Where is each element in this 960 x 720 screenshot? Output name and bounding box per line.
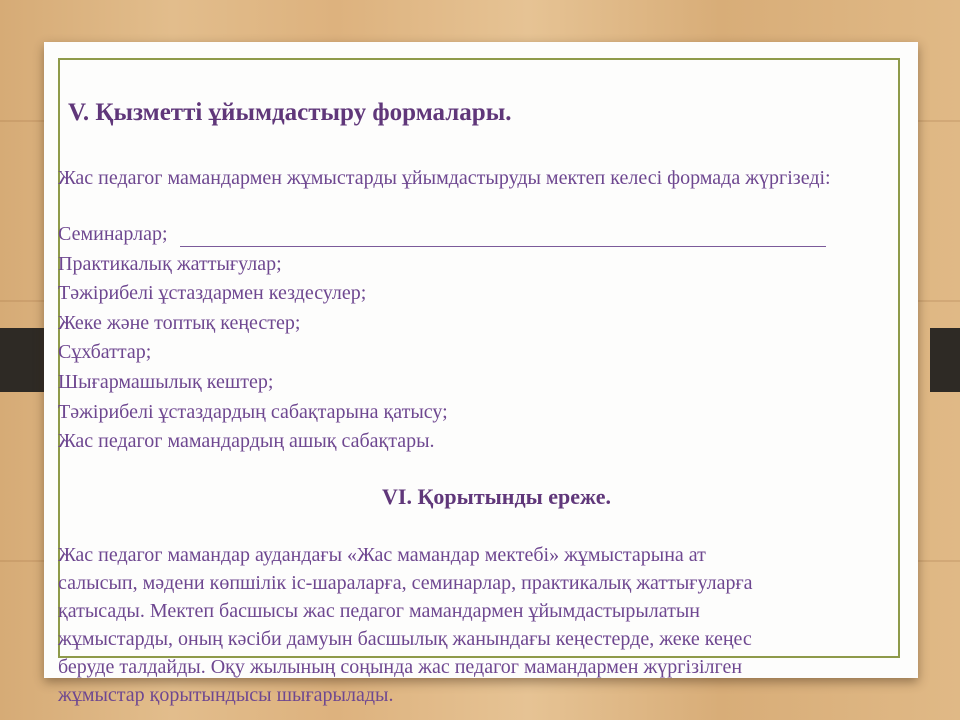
- heading-v: V. Қызметті ұйымдастыру формалары.: [68, 99, 512, 126]
- list-item: Сұхбаттар;: [58, 341, 152, 364]
- list-item: Тәжірибелі ұстаздардың сабақтарына қатысу;: [58, 400, 448, 423]
- intro-paragraph: Жас педагог мамандармен жұмыстарды ұйымдастыруды мектеп келесі формада жүргізеді:: [58, 167, 831, 189]
- conclusion-line: жұмыстарды, оның кәсіби дамуын басшылық жанындағы кеңестерде, жеке кеңес: [58, 628, 752, 650]
- heading-vi: VI. Қорытынды ереже.: [382, 484, 611, 509]
- list-item: Шығармашылық кештер;: [58, 370, 274, 393]
- conclusion-line: жұмыстар қорытындысы шығарылады.: [58, 684, 394, 706]
- left-dark-band: [0, 328, 44, 392]
- conclusion-line: беруде талдайды. Оқу жылының соңында жас педагог мамандармен жүргізілген: [58, 656, 743, 678]
- list-item: Семинарлар;: [58, 223, 168, 245]
- list-item: Тәжірибелі ұстаздармен кездесулер;: [58, 282, 367, 305]
- conclusion-line: Жас педагог мамандар аудандағы «Жас мамандар мектебі» жұмыстарына ат: [58, 544, 706, 566]
- conclusion-line: қатысады. Мектеп басшысы жас педагог мамандармен ұйымдастырылатын: [58, 600, 701, 622]
- list-item: Жеке және топтық кеңестер;: [58, 311, 301, 334]
- conclusion-paragraph: [58, 541, 908, 709]
- right-dark-band: [930, 328, 960, 392]
- conclusion-line: салысып, мәдени көпшілік іс-шараларға, семинарлар, практикалық жаттығуларға: [58, 572, 753, 594]
- forms-list: [58, 220, 448, 457]
- list-item: Жас педагог мамандардың ашық сабақтары.: [58, 430, 435, 453]
- list-item: Практикалық жаттығулар;: [58, 252, 282, 275]
